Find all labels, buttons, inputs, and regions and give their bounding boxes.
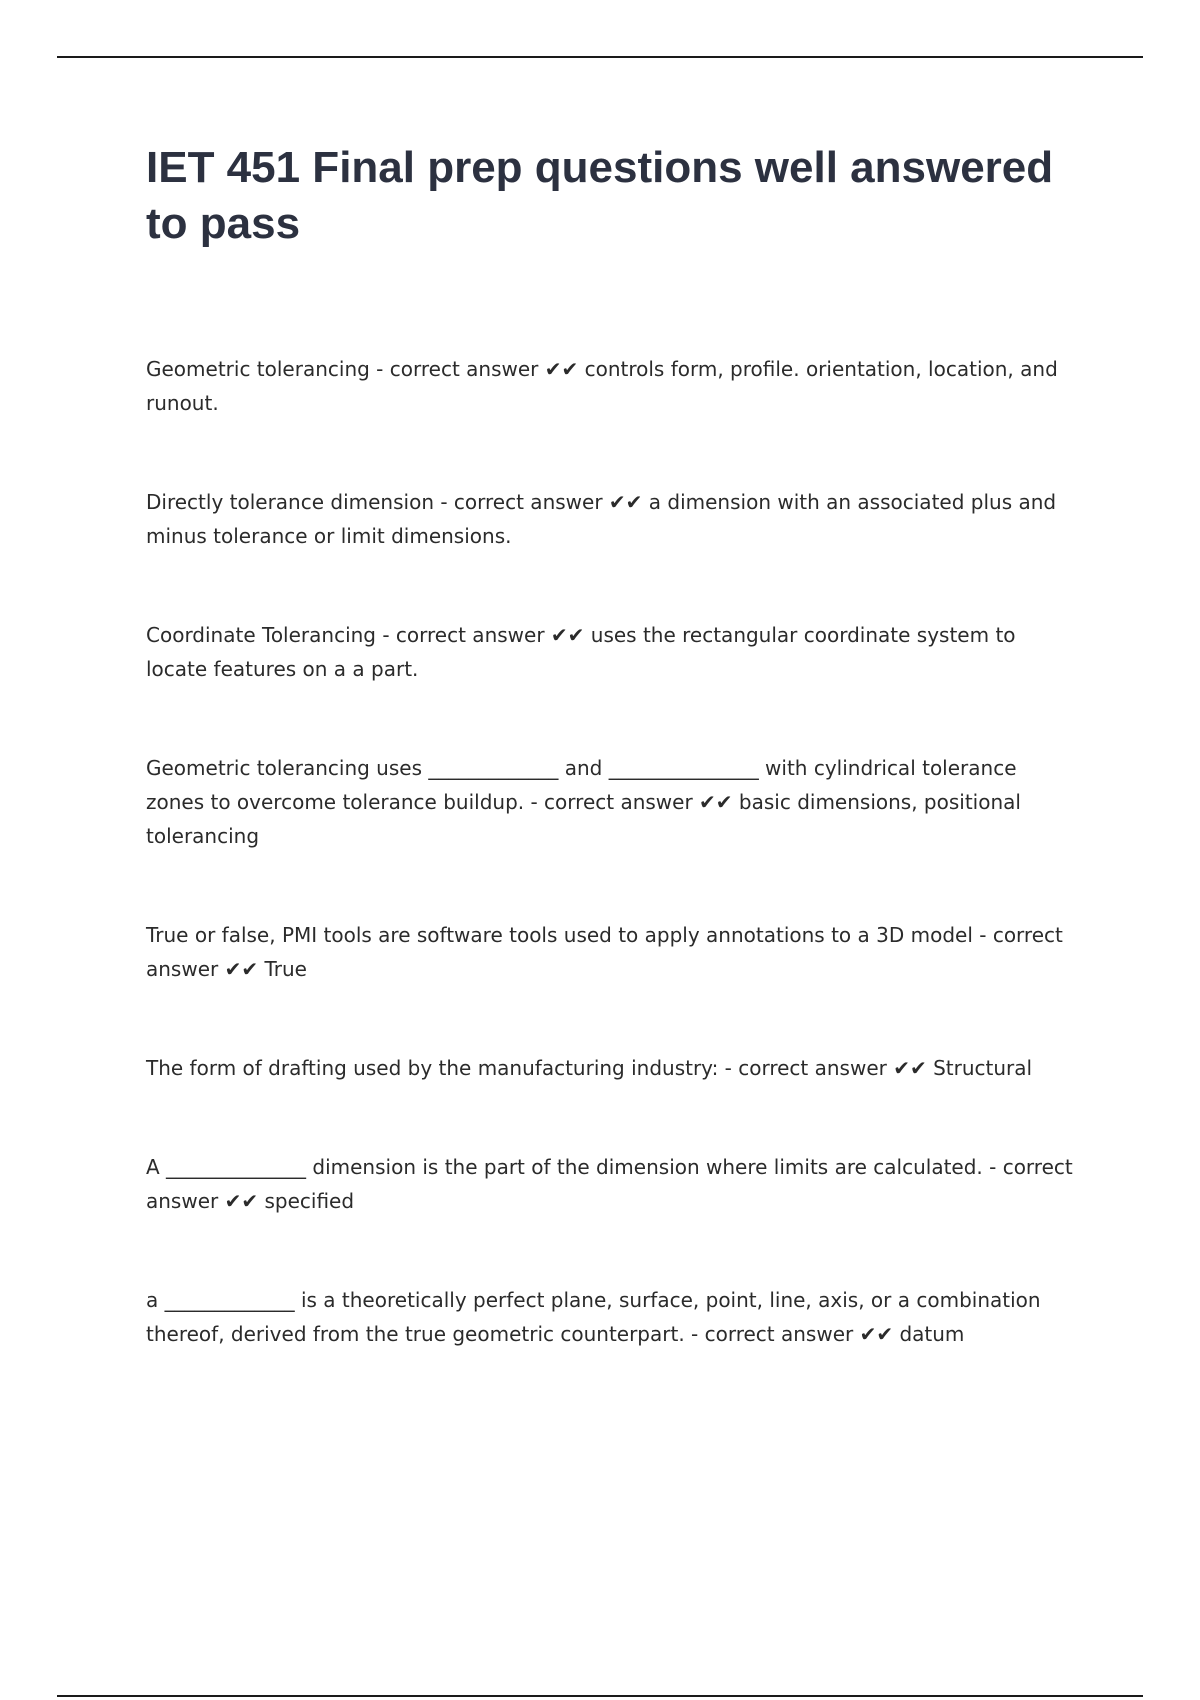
qa-item: True or false, PMI tools are software tools used to apply annotations to a 3D model - correct answer ✔✔ True: [146, 923, 1063, 981]
document-body: [146, 140, 1076, 1351]
qa-item: a _____________ is a theoretically perfect plane, surface, point, line, axis, or a combination thereof, derived from the true geometric counterpart. - correct answer ✔✔ datum: [146, 1288, 1041, 1346]
qa-item: A ______________ dimension is the part of the dimension where limits are calculated. - correct answer ✔✔ specified: [146, 1155, 1073, 1213]
qa-item: Directly tolerance dimension - correct answer ✔✔ a dimension with an associated plus and minus tolerance or limit dimensions.: [146, 490, 1057, 548]
qa-item: The form of drafting used by the manufacturing industry: - correct answer ✔✔ Structural: [146, 1056, 1033, 1080]
qa-item: Geometric tolerancing - correct answer ✔✔ controls form, profile. orientation, location, and runout.: [146, 357, 1058, 415]
qa-item: Geometric tolerancing uses _____________ and _______________ with cylindrical tolerance zones to overcome tolerance buildup. - correct answer ✔✔ basic dimensions, positional tolerancing: [146, 756, 1021, 848]
top-divider: [57, 56, 1143, 58]
qa-item: Coordinate Tolerancing - correct answer ✔✔ uses the rectangular coordinate system to locate features on a a part.: [146, 623, 1016, 681]
bottom-divider: [57, 1695, 1143, 1697]
qa-list: [146, 352, 1076, 1351]
document-title: IET 451 Final prep questions well answered to pass: [146, 143, 1054, 248]
